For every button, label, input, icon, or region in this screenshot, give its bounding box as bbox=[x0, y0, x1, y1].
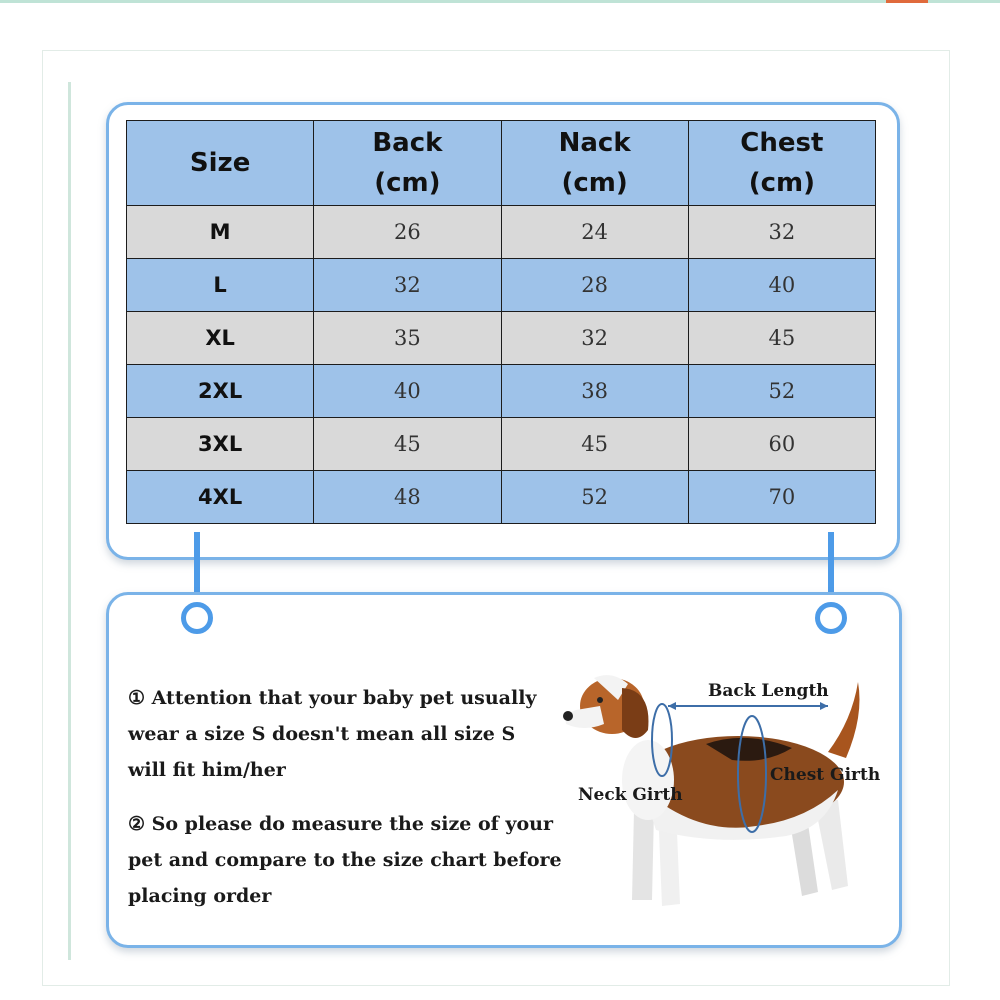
chest-cell: 60 bbox=[688, 418, 875, 471]
neck-cell: 38 bbox=[501, 365, 688, 418]
neck-cell: 32 bbox=[501, 312, 688, 365]
back-cell: 35 bbox=[314, 312, 501, 365]
label-chest-girth: Chest Girth bbox=[770, 765, 881, 785]
neck-cell: 28 bbox=[501, 259, 688, 312]
chest-cell: 70 bbox=[688, 471, 875, 524]
top-strip bbox=[0, 0, 1000, 3]
size-cell: 2XL bbox=[127, 365, 314, 418]
chest-cell: 45 bbox=[688, 312, 875, 365]
size-table bbox=[126, 120, 876, 524]
neck-cell: 24 bbox=[501, 206, 688, 259]
back-cell: 40 bbox=[314, 365, 501, 418]
table-row bbox=[127, 206, 876, 259]
neck-cell: 45 bbox=[501, 418, 688, 471]
note-measure: ② So please do measure the size of your pet and compare to the size chart before placing order bbox=[128, 813, 562, 907]
header-chest: Chest (cm) bbox=[688, 121, 875, 206]
table-row bbox=[127, 365, 876, 418]
top-accent bbox=[886, 0, 928, 3]
back-cell: 45 bbox=[314, 418, 501, 471]
chest-cell: 32 bbox=[688, 206, 875, 259]
size-cell: L bbox=[127, 259, 314, 312]
table-row bbox=[127, 471, 876, 524]
dog-measurement-diagram bbox=[556, 660, 886, 922]
neck-cell: 52 bbox=[501, 471, 688, 524]
header-size: Size bbox=[127, 121, 314, 206]
note-attention: ① Attention that your baby pet usually wear a size S doesn't mean all size S will fit him/her bbox=[128, 687, 537, 781]
table-row bbox=[127, 259, 876, 312]
right-hook-ring bbox=[815, 602, 847, 634]
table-row bbox=[127, 312, 876, 365]
size-cell: 4XL bbox=[127, 471, 314, 524]
size-cell: 3XL bbox=[127, 418, 314, 471]
back-cell: 32 bbox=[314, 259, 501, 312]
back-cell: 48 bbox=[314, 471, 501, 524]
left-hook-ring bbox=[181, 602, 213, 634]
size-cell: M bbox=[127, 206, 314, 259]
table-header-row bbox=[127, 121, 876, 206]
back-cell: 26 bbox=[314, 206, 501, 259]
header-neck: Nack (cm) bbox=[501, 121, 688, 206]
header-back: Back (cm) bbox=[314, 121, 501, 206]
chest-cell: 52 bbox=[688, 365, 875, 418]
label-neck-girth: Neck Girth bbox=[578, 785, 683, 805]
label-back-length: Back Length bbox=[708, 681, 829, 701]
size-cell: XL bbox=[127, 312, 314, 365]
side-line bbox=[68, 82, 71, 960]
chest-cell: 40 bbox=[688, 259, 875, 312]
table-row bbox=[127, 418, 876, 471]
